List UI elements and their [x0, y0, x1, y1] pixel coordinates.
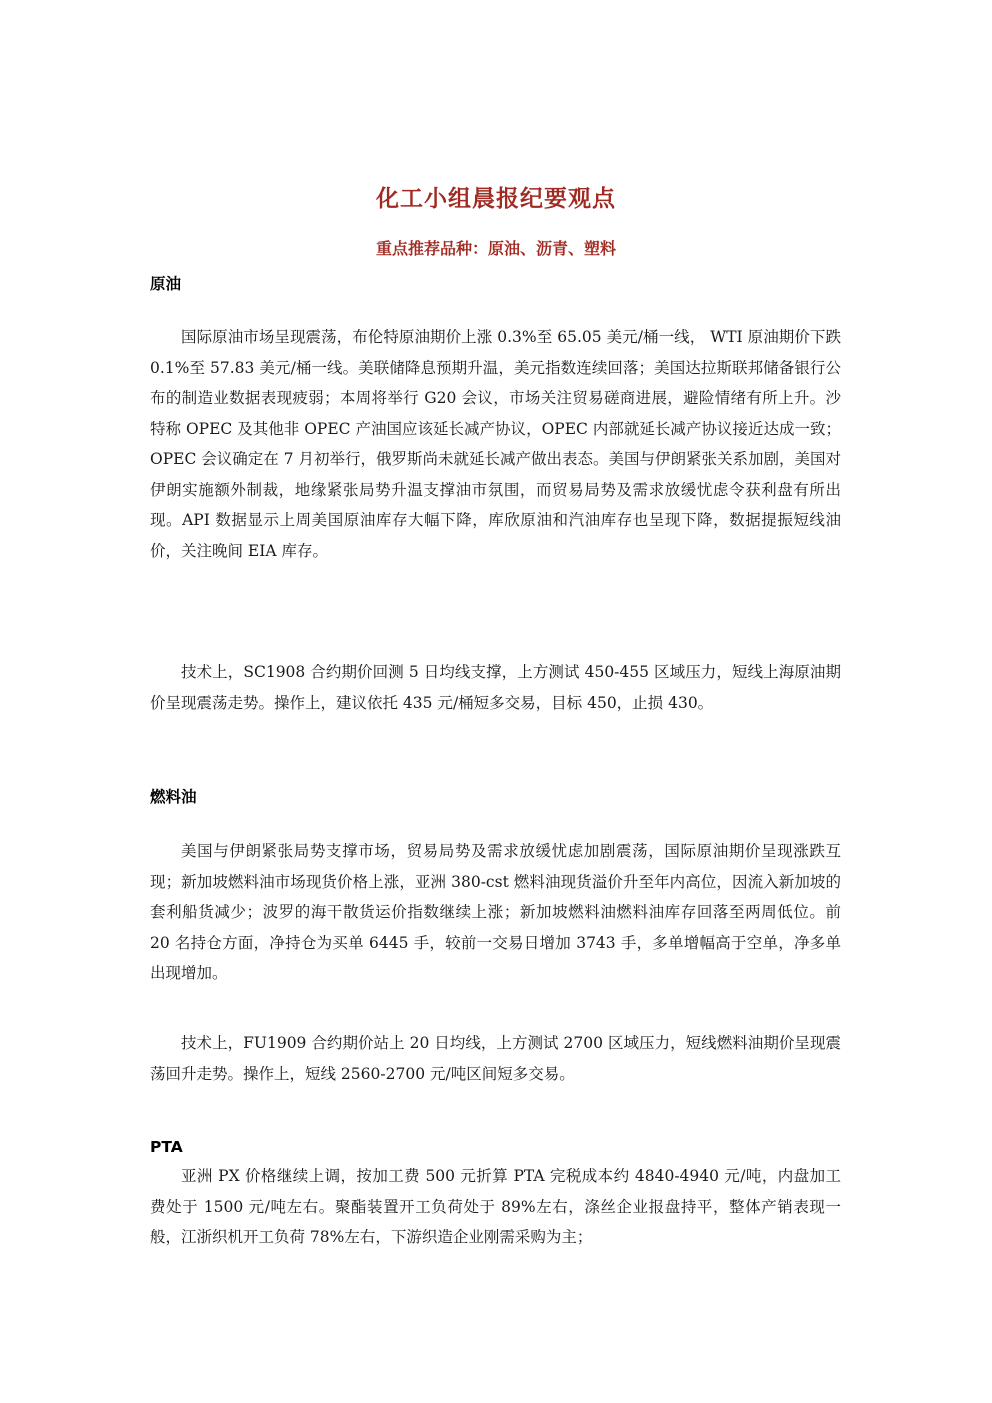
paragraph-fuel-oil-market: 美国与伊朗紧张局势支撑市场，贸易局势及需求放缓忧虑加剧震荡，国际原油期价呈现涨跌互现；新加坡燃料油市场现货价格上涨，亚洲 380-cst 燃料油现货溢价升至年内高位，因流入新加坡的套利船货减少；波罗的海干散货运价指数继续上涨；新加坡燃料油燃料油库存回落至两周低位。前 20 名持仓方面，净持仓为买单 6445 手，较前一交易日增加 3743 手，多单增幅高于空单，净多单出现增加。	[150, 842, 841, 982]
section-heading-pta: PTA	[150, 1138, 183, 1156]
page-title: 化工小组晨报纪要观点	[376, 186, 616, 212]
paragraph-fuel-oil-technical: 技术上，FU1909 合约期价站上 20 日均线，上方测试 2700 区域压力，短线燃料油期价呈现震荡回升走势。操作上，短线 2560-2700 元/吨区间短多交易。	[150, 1034, 841, 1083]
page-subtitle: 重点推荐品种：原油、沥青、塑料	[375, 239, 616, 258]
paragraph-crude-oil-market: 国际原油市场呈现震荡，布伦特原油期价上涨 0.3%至 65.05 美元/桶一线， WTI 原油期价下跌 0.1%至 57.83 美元/桶一线。美联储降息预期升温，美元指数连续回落；美国达拉斯联邦储备银行公布的制造业数据表现疲弱；本周将举行 G20 会议，市场关注贸易磋商进展，避险情绪有所上升。沙特称 OPEC 及其他非 OPEC 产油国应该延长减产协议，OPEC 内部就延长减产协议接近达成一致；OPEC 会议确定在 7 月初举行，俄罗斯尚未就延长减产做出表态。美国与伊朗紧张关系加剧，美国对伊朗实施额外制裁，地缘紧张局势升温支撑油市氛围，而贸易局势及需求放缓忧虑令获利盘有所出现。API 数据显示上周美国原油库存大幅下降，库欣原油和汽油库存也呈现下降，数据提振短线油价，关注晚间 EIA 库存。	[150, 328, 841, 560]
section-heading-fuel-oil: 燃料油	[150, 788, 197, 806]
section-heading-crude-oil: 原油	[150, 275, 182, 293]
paragraph-pta-market: 亚洲 PX 价格继续上调，按加工费 500 元折算 PTA 完税成本约 4840-4940 元/吨，内盘加工费处于 1500 元/吨左右。聚酯装置开工负荷处于 89%左右，涤丝企业报盘持平，整体产销表现一般，江浙织机开工负荷 78%左右，下游织造企业刚需采购为主；	[150, 1167, 841, 1246]
paragraph-crude-oil-technical: 技术上，SC1908 合约期价回测 5 日均线支撑，上方测试 450-455 区域压力，短线上海原油期价呈现震荡走势。操作上，建议依托 435 元/桶短多交易，目标 450，止损 430。	[150, 663, 841, 712]
